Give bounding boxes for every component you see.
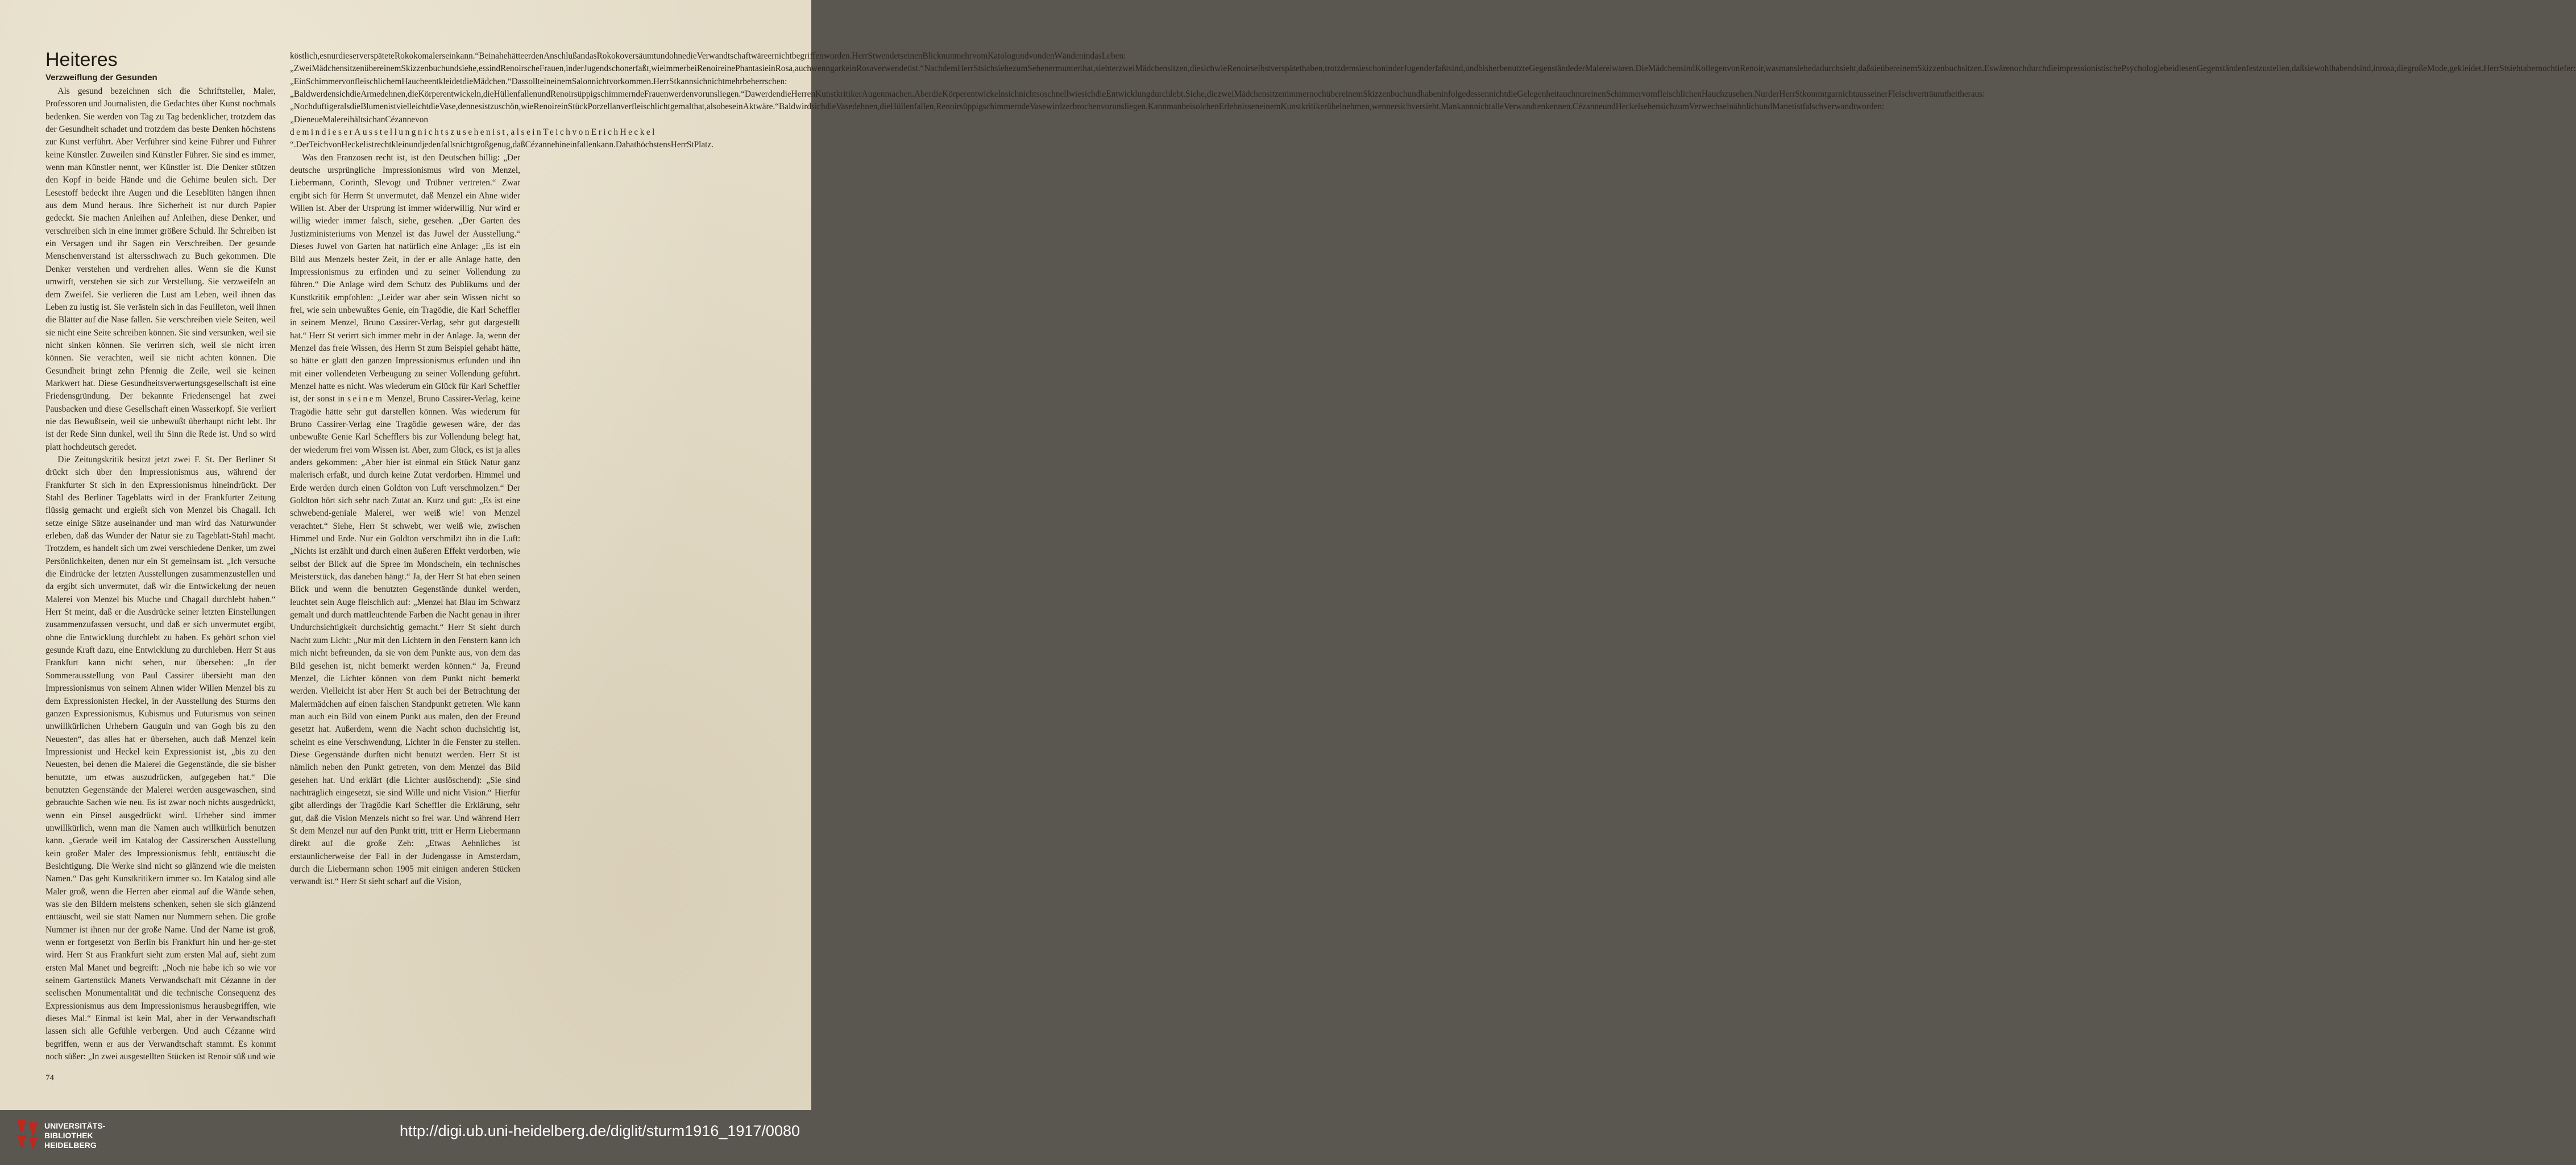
paragraph-1: Als gesund bezeichnen sich die Schriftsteller, Maler, Professoren und Journalisten, die Gedachtes über Kunst nochmals bedenken. Sie werden von Tag zu Tag bedenklicher, trotzdem das der Gesundheit schadet und trotzdem das beste Denken höchstens zur Kunst verführt. Aber Verführer sind keine Führer und Führer keine Künstler. Zuweilen sind Künstler Führer. Sie sind es immer, wenn man Künstler nennt, wer Künstler ist. Die Denker stützen den Kopf in beide Hände und die Gehirne beulen sich. Der Lesestoff bedeckt ihre Augen und die Leseblüten hängen ihnen aus dem Mund heraus. Ihre Sicherheit ist nur durch Papier gedeckt. Sie machen Anleihen auf Anleihen, diese Denker, und verschreiben sich in eine immer größere Schuld. Ihr Schreiben ist ein Versagen und ihr Sagen ein Verschreiben. Der gesunde Menschenverstand ist altersschwach zu Buch gekommen. Die Denker verstehen und verdrehen alles. Wenn sie die Kunst umwirft, verstehen sie sich zur Verstellung. Sie verzweifeln an dem Zweifel. Sie verlieren die Lust am Leben, weil ihnen das Leben zu lustig ist. Sie verästeln sich in das Feuilleton, weil ihnen die Blätter auf die Nase fallen. Sie verschreiben viele Seiten, weil sie nicht eine Seite schreiben können. Sie sind versunken, weil sie nicht sinken können. Sie verirren sich, weil sie nicht irren können. Sie verachten, weil sie nicht achten können. Die Gesundheit bringt zehn Pfennig die Zeile, weil sie keinen Markwert hat. Diese Gesundheitsverwertungsgesellschaft ist eine Friedensgründung. Der bekannte Friedensengel hat zwei Pausbacken und diese Gesellschaft einen Wasserkopf. Sie verliert nie das Bewußtsein, weil sie unbewußt überhaupt nicht lebt. Ihr ist der Rede Sinn dunkel, weil ihr Sinn die Rede ist. Und so wird platt hochdeutsch geredet. [45, 86, 276, 452]
paragraph-3-end-cont: Menzel, Bruno Cassirer-Verlag, keine Tragödie hätte sehr gut darstellen können. Was wiederum für Bruno Cassirer-Verlag eine Tragödie gewesen wäre, der das unbewußte Genie Karl Schefflers bis zur Vollendung belegt hat, der wiederum frei vom Wissen ist. Aber, zum Glück, es ist ja alles anders gekommen: „Aber hier ist einmal ein Stück Natur ganz malerisch erfaßt, und durch keine Zutat verdorben. Himmel und Erde werden durch einen Goldton von Luft verschmolzen.“ Der Goldton hört sich sehr nach Zutat an. Kurz und gut: „Es ist eine schwebend-geniale Malerei, wer weiß wie! von Menzel verachtet.“ Siehe, Herr St schwebt, wer weiß wie, zwischen Himmel und Erde. Nur ein Goldton verschmilzt ihn in die Luft: „Nichts ist erzählt und durch einen äußeren Effekt verdorben, wie selbst der Blick auf die Spree im Mondschein, ein technisches Meisterstück, das daneben hängt.“ Ja, der Herr St hat eben seinen Blick und wenn die benutzten Gegenstände dunkel werden, leuchtet sein Auge fleischlich auf: „Menzel hat Blau im Schwarz gemalt und durch mattleuchtende Farben die Nacht genau in ihrer Undurchsichtigkeit durchsichtig gemacht.“ Herr St sieht durch Nacht zum Licht: „Nur mit den Lichtern in den Fenstern kann ich mich nicht befreunden, da sie von dem Punkte aus, von dem das Bild gesehen ist, nicht bemerkt werden können.“ Ja, Freund Menzel, die Lichter können von dem Punkt nicht bemerkt werden. Vielleicht ist aber Herr St auch bei der Betrachtung der Malermädchen auf einen falschen Standpunkt getreten. Wie kann man auch ein Bild von einem Punkt aus malen, den der Freund gesetzt hat. Außerdem, wenn die Nacht schon duchsichtig ist, scheint es eine Verschwendung, Lichter in die Fenster zu stellen. Diese Gegenstände durften nicht benutzt werden. Herr St ist nämlich neben den Punkt getreten, von dem Menzel das Bild gesehen hat. Und erklärt (die Lichter auslöschend): „Sie sind nachträglich eingesetzt, sie sind Wille und nicht Vision.“ Hierfür gibt allerdings der Tragödie Karl Scheffler die Erklärung, sehr gut, daß die Vision Menzels nicht so frei war. Und während Herr St dem Menzel nur auf den Punkt tritt, tritt er Herrn Liebermann direkt auf die große Zeh: „Etwas Aehnliches ist erstaunlicherweise der Fall in der Judengasse in Amsterdam, durch die Liebermann schon 1905 mit einigen anderen Stücken verwandt ist.“ Herr St sieht scharf auf die Vision, [290, 394, 521, 887]
institution-line-3: HEIDELBERG [44, 1141, 97, 1150]
institution-name [44, 1121, 105, 1150]
article-title: Heiteres [45, 49, 118, 71]
source-url-link[interactable]: http://digi.ub.uni-heidelberg.de/diglit/sturm1916_1917/0080 [399, 1122, 800, 1139]
page-number: 74 [45, 1073, 54, 1083]
article-subtitle: Verzweiflung der Gesunden [45, 73, 157, 82]
paragraph-3-text-cont: Was den Franzosen recht ist, ist den Deutschen billig: „Der deutsche ursprüngliche Impressionismus wird von Menzel, Liebermann, Corinth, Slevogt und Trübner vertreten.“ Zwar ergibt sich für Herrn St unvermutet, daß Menzel ein Ahne wider Willen ist. Aber der Ursprung ist immer widerwillig. Nur wird er willig wieder immer falsch, siehe, gesehen. „Der Garten des Justizministeriums von Menzel ist das Juwel der Ausstellung.“ Dieses Juwel von Garten hat natürlich eine Anlage: „Es ist ein Bild aus Menzels bester Zeit, in der er alle Anlage hatte, den Impressionismus zu erfinden und zu seiner Vollendung zu führen.“ Die Anlage wird dem Schutz des Publikums und der Kunstkritik empfohlen: „Leider war aber sein Wissen nicht so frei, wie sein unbewußtes Genie, ein Tragödie, die Karl Scheffler in seinem Menzel, Bruno Cassirer-Verlag, sehr gut dargestellt hat.“ Herr St verirrt sich immer mehr in der Anlage. Ja, wenn der Menzel das freie Wissen, des Herrn St zum Beispiel gehabt hätte, so hätte er glatt den ganzen Impressionismus erfunden und ihn mit einer vollendeten Verbeugung zu seiner Vollendung geführt. Menzel hatte es nicht. Was wiederum ein Glück für Karl Scheffler ist, der sonst in [290, 152, 521, 404]
spaced-word-cont: seinem [347, 394, 384, 404]
text-column-3 [545, 50, 775, 1068]
university-logo-icon [15, 1118, 40, 1152]
paragraph-2 [45, 454, 276, 1064]
paragraph-2-text-cont: köstlich,esnurdieserverspäteteRokokomalerseinkann.“BeinahehätteerdenAnschlußandasRokokoversäumtundohnedieVerwandtschaftwäreernichtbegriffenworden.HerrStwendetseinenBlicknunmehrvomKatologundvondenWändenindasLeben:„ZweiMädchensitzenübereinemSkizzenbuchundsiehe,essindRenoirscheFrauen,inderJugendschonerfaßt,wieimmerbeiRenoireinePhantasieinRosa,auchwenngarkeinRosaverwendetist.“NachdemHerrStsichsiehezumSehenermunterthat,siehterzweiMädchensitzen,diesichwieRenoirselbstverspätethaben,trotzdemsieschoninderJugenderfaßtsind,undbisherbenutzteGegenständederMalereiwaren.DieMädchensindKollegenvonRenoir,wasmansiehedadurchsieht,daßsieübereinemSkizzenbuchsitzen.EswärenochdurchdieimpressionistischePsychologiebeidiesenGegenständenfestzustellen,daßsiewohlhabendsind,inrosa,diegroßeMode,gekleidet.HerrStsiehtabernochtiefer:„EinSchimmervonfleischlichemHaucheentkleidetdieMädchen.“DassollteineinemSalonnichtvorkommen.HerrStkannsichnichtmehrbeherrschen:„BaldwerdensichdieArmedehnen,dieKörperentwickeln,dieHüllenfallenundRenoirsüppigschimmerndeFrauenwerdenvorunsliegen.“DawerdendieHerrenKunstkritikerAugenmachen.AberdieKörperentwickelnsichnichtsoschnellwiesichdieEntwicklungdurchlebt.Siehe,diezweiMädchensitzenimmernochübereinemSkizzenbuchundhabeninfolgedessennichtdieGelegenheitauchnureinenSchimmervomfleischlichenHauchzusehen.NurderHerrStkommtgarnichtausseinerFleischverträumtheitheraus:„NochduftigeralsdieBlumenistvielleichtdieVase,dennesistzuschön,wieRenoireinStückPorzellanverfleischlichtgemalthat,alsobeseinAktwäre.“BaldwirdsichdieVasedehnen,dieHüllenfallen,RenoirsüppigschimmerndeVasewirdzerbrochenvorunsliegen.KannmanbeisolchenErlebnisseneinemKunstkritikerübelnehmen,wennersichversieht.MankannnichtalleVerwandtenkennen.CézanneundHeckelsehensichzumVerwechselnähnlichundManetistfalschverwandtworden:„DieneueMalereihältsichanCézannevon [290, 51, 2576, 125]
institution-line-1: UNIVERSITÄTS- [44, 1121, 106, 1130]
paragraph-2-cont [290, 50, 2576, 152]
paragraph-2-end-cont: “.DerTeichvonHeckelistrechtkleinundjedenfallsnichtgroßgenug,daßCézannehineinfallenkann.DahathöchstensHerrStPlatz. [290, 140, 714, 150]
spaced-quote-cont: demindieserAusstellungnichtszusehenist,alseinTeichvonErichHeckel [290, 127, 657, 138]
text-column-1 [45, 49, 276, 1067]
paragraph-3-cont [290, 152, 520, 889]
footer-bar [0, 1110, 811, 1165]
institution-line-2: BIBLIOTHEK [44, 1131, 93, 1140]
text-column-2 [290, 50, 2576, 1068]
paragraph-2-text: Die Zeitungskritik besitzt jetzt zwei F. St. Der Berliner St drückt sich über den Impressionismus aus, während der Frankfurter St sich in den Expressionismus hineindrückt. Der Stahl des Berliner Tageblatts wird in der Frankfurter Zeitung flüssig gemacht und ergießt sich von Menzel bis Chagall. Ich setze einige Sätze auseinander und man wird das Naturwunder erleben, daß das Wunder der Natur sie zu Tageblatt-Stahl macht. Trotzdem, es handelt sich um zwei verschiedene Denker, um zwei Persönlichkeiten, denen nur ein St gemeinsam ist. „Ich versuche die Eindrücke der letzten Ausstellungen zusammenzustellen und da ergibt sich unvermutet, daß wir die Entwickelung der neuen Malerei von Menzel bis Muche und Chagall durchlebt haben.“ Herr St meint, daß er die Ausdrücke seiner letzten Einstellungen zusammenzufassen versucht, und daß er sich unvermutet ergibt, ohne die Entwicklung durchlebt zu haben. Es gehört schon viel gesunde Kraft dazu, eine Entwicklung zu durchleben. Herr St aus Frankfurt kann nicht sehen, nur übersehen: „In der Sommerausstellung von Paul Cassirer übersieht man den Impressionismus von seinem Ahnen wider Willen Menzel bis zu dem Expressionisten Heckel, in der Ausstellung des Sturms den ganzen Expressionismus, Kubismus und Futurismus von seinen unwillkürlichen Urhebern Gauguin und van Gogh bis zu den Neuesten“, das alles hat er übersehen, auch daß Menzel kein Impressionist und Heckel kein Expressionist ist, „bis zu den Neuesten, bei denen die Malerei die Gegenstände, die sie bisher benutzte, um etwas auszudrücken, aufgegeben hat.“ Die benutzten Gegenstände der Malerei werden ausgewaschen, sind gebrauchte Sachen wie neu. Es ist zwar noch nichts ausgedrückt, wenn ein Pinsel ausgedrückt wird. Urheber sind immer unwillkürlich, wenn man die Namen auch willkürlich benutzen kann. „Gerade weil im Katalog der Cassirerschen Ausstellung kein großer Maler des Impressionismus fehlt, enttäuscht die Besichtigung. Die Werke sind nicht so glänzend wie die meisten Namen.“ Das geht Kunstkritikern immer so. Im Katalog sind alle Maler groß, wenn die Herren aber einmal auf die Wände sehen, was sie den Bildern meistens schenken, sehen sie sich glänzend enttäuscht, weil sie statt Namen nur Nummern sehen. Die große Nummer ist ihnen nur der große Name. Und der Name ist groß, wenn er fortgesetzt von Berlin bis Frankfurt hin und her-ge-stet wird. Herr St aus Frankfurt sieht zum ersten Mal auf, sieht zum ersten Mal Manet und begreift: „Noch nie habe ich so wie vor seinem Gartenstück Manets Verwandschaft mit Cézanne in der seelischen Monumentalität und die technische Consequenz des Expressionismus aus dem Impressionismus herausbegriffen, wie dieses Mal.“ Einmal ist kein Mal, aber in der Verwandtschaft lassen sich alle Gefühle verbergen. Und auch Cézanne wird begriffen, wenn er aus der Verwandtschaft stammt. Es kommt noch süßer: „In zwei ausgestellten Stücken ist Renoir süß und wie [45, 454, 276, 1062]
